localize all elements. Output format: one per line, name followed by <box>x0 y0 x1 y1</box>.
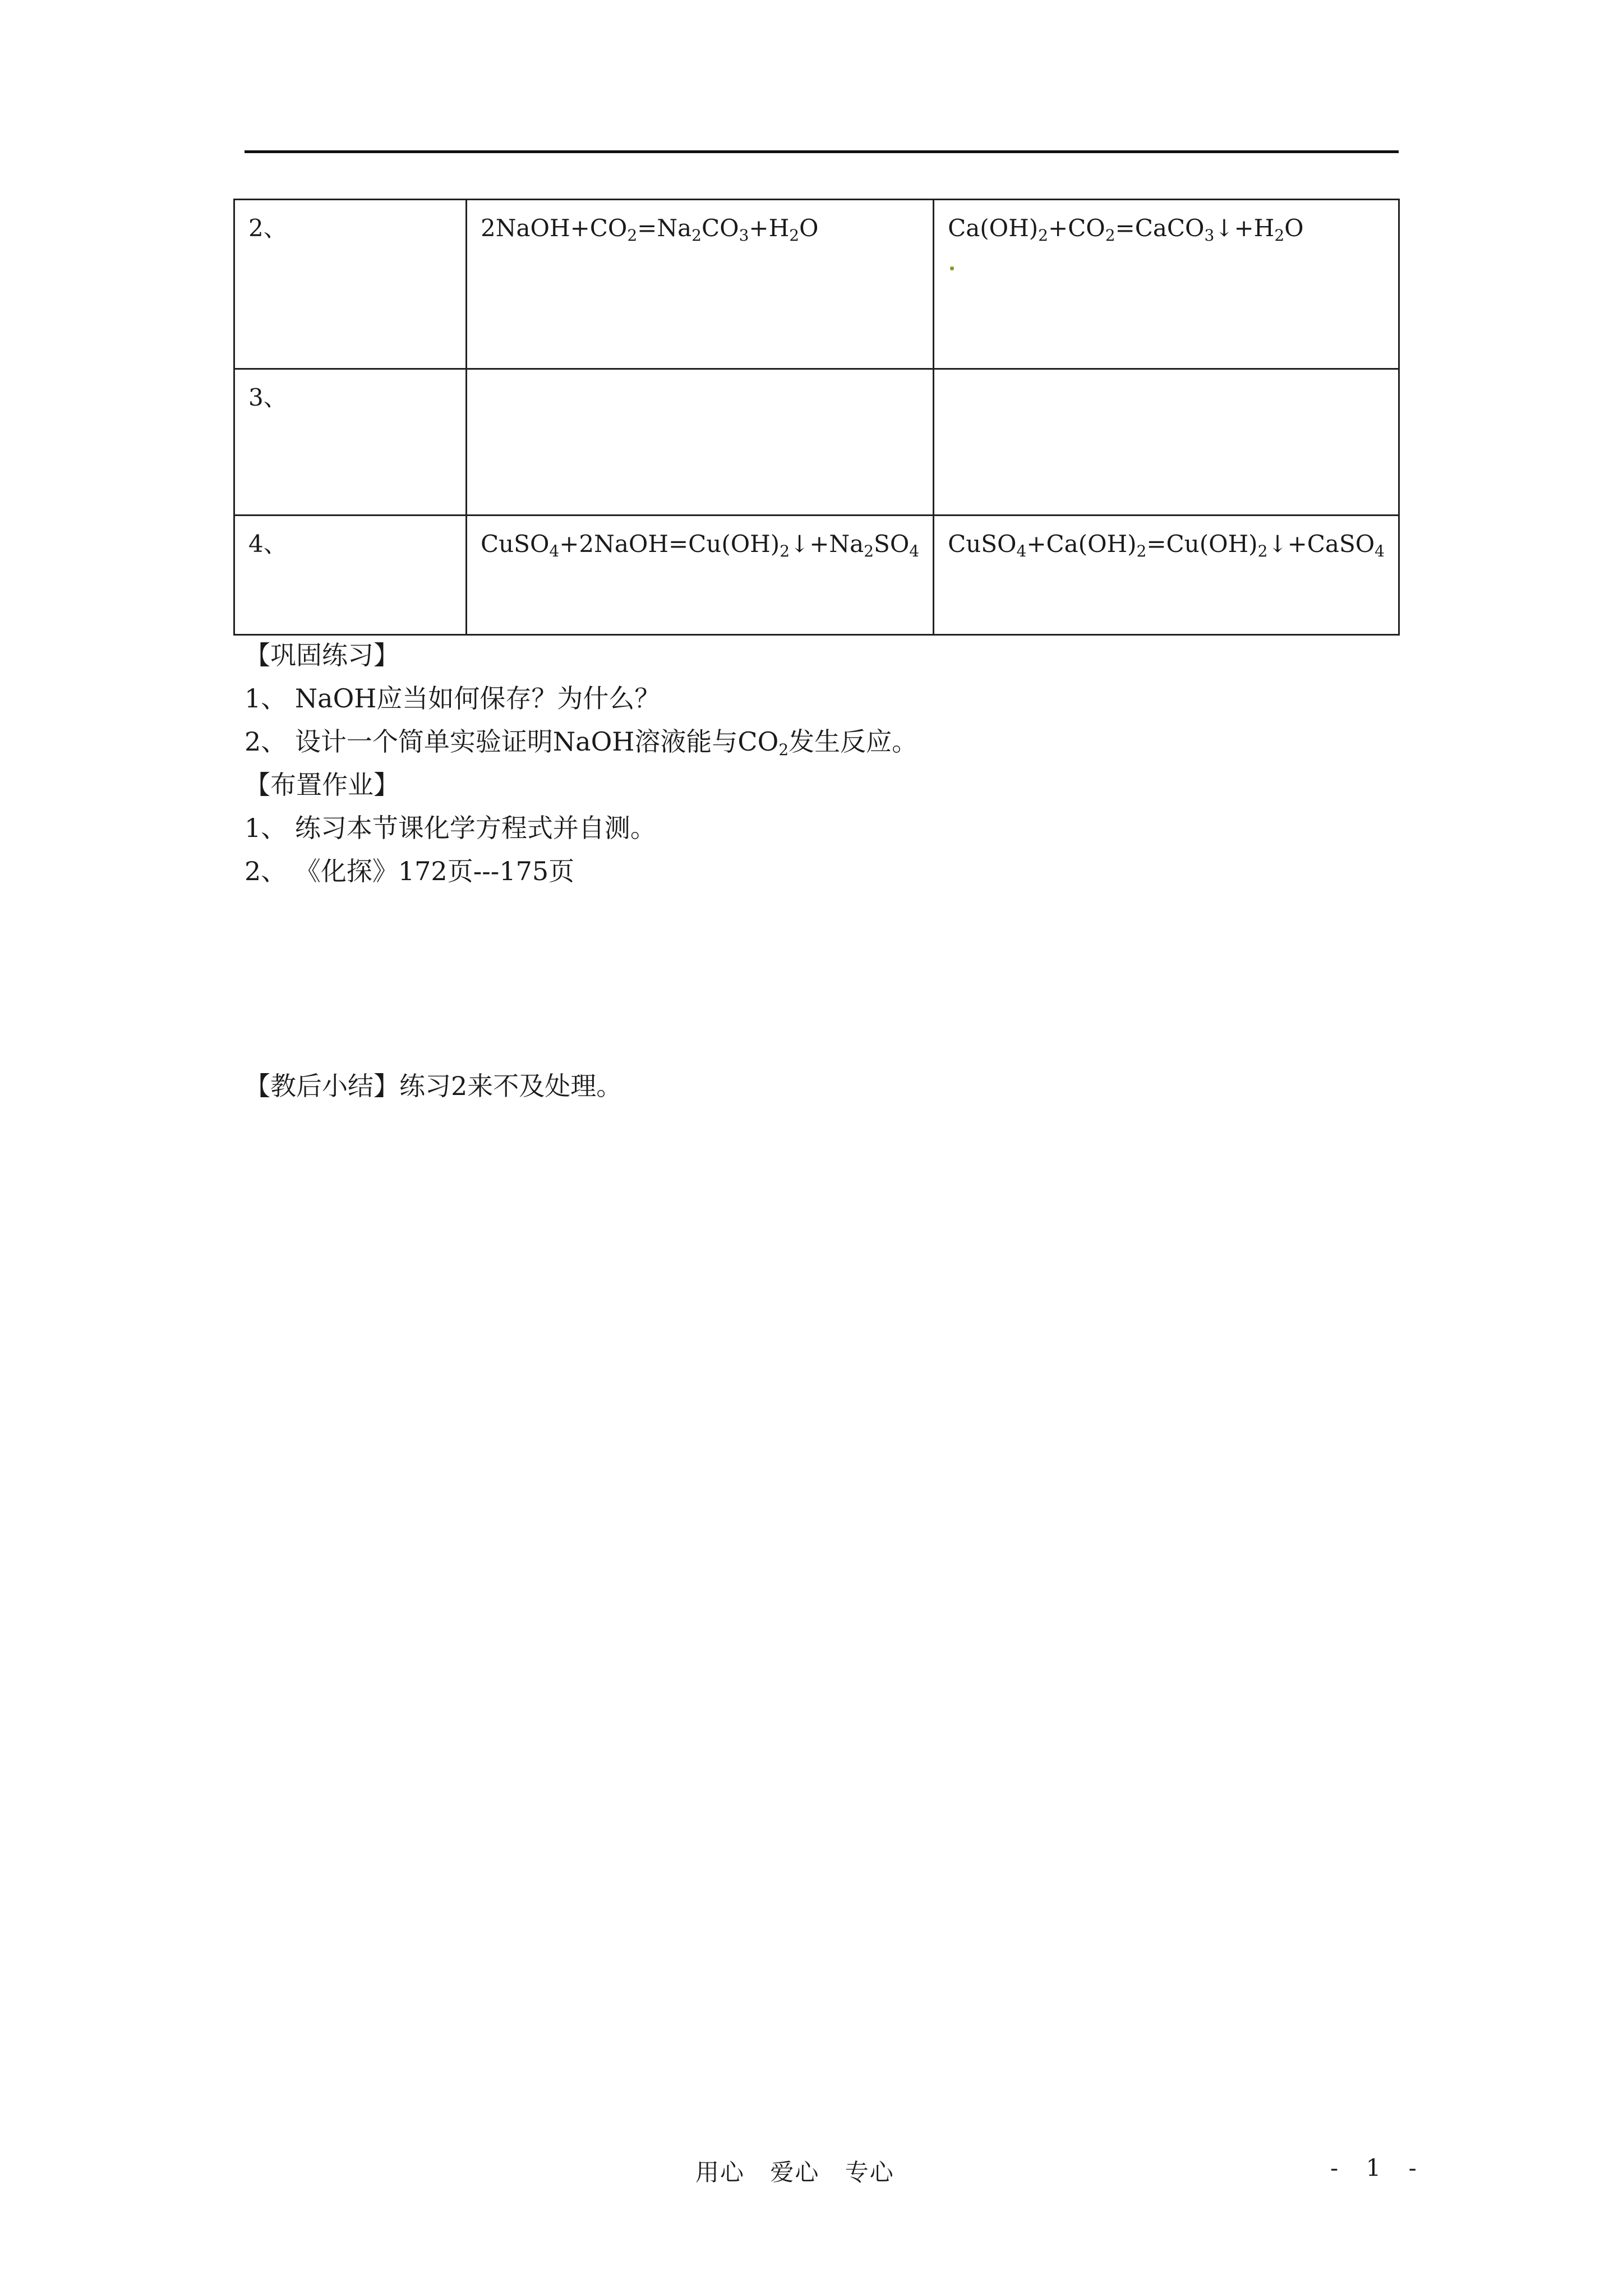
caoh-equation: $Ca(OH)_2+CO_2=CaCO_3↓+H_2O$ <box>934 200 1399 369</box>
header-rule <box>245 150 1399 153</box>
practice-heading: 【巩固练习】 <box>245 640 399 670</box>
homework-heading: 【布置作业】 <box>245 770 399 800</box>
page-number: - 1 - <box>1330 2154 1427 2182</box>
caoh-equation: $CuSO_4+Ca(OH)_2=Cu(OH)_2↓+CaSO_4$ <box>934 516 1399 635</box>
table-row <box>234 200 1399 369</box>
homework-item-2: 2、 《化探》172页---175页 <box>245 856 575 886</box>
row-number: 2、 <box>234 200 467 369</box>
practice-question-2: 2、 设计一个简单实验证明NaOH溶液能与$CO_2$发生反应。 <box>245 726 918 759</box>
caoh-equation <box>934 369 1399 516</box>
table-row <box>234 369 1399 516</box>
stray-mark <box>950 266 954 270</box>
footer-motto: 用心 爱心 专心 <box>695 2159 895 2186</box>
equation-table <box>233 199 1400 636</box>
row-number: 3、 <box>234 369 467 516</box>
homework-item-1: 1、 练习本节课化学方程式并自测。 <box>245 813 656 843</box>
naoh-equation: $2NaOH+CO_2=Na_2CO_3+H_2O$ <box>467 200 934 369</box>
row-number: 4、 <box>234 516 467 635</box>
teaching-summary: 【教后小结】练习2来不及处理。 <box>245 1071 623 1101</box>
table-row <box>234 516 1399 635</box>
naoh-equation <box>467 369 934 516</box>
practice-question-1: 1、 NaOH应当如何保存？为什么？ <box>245 683 661 714</box>
naoh-equation: $CuSO_4+2NaOH=Cu(OH)_2↓+Na_2SO_4$ <box>467 516 934 635</box>
